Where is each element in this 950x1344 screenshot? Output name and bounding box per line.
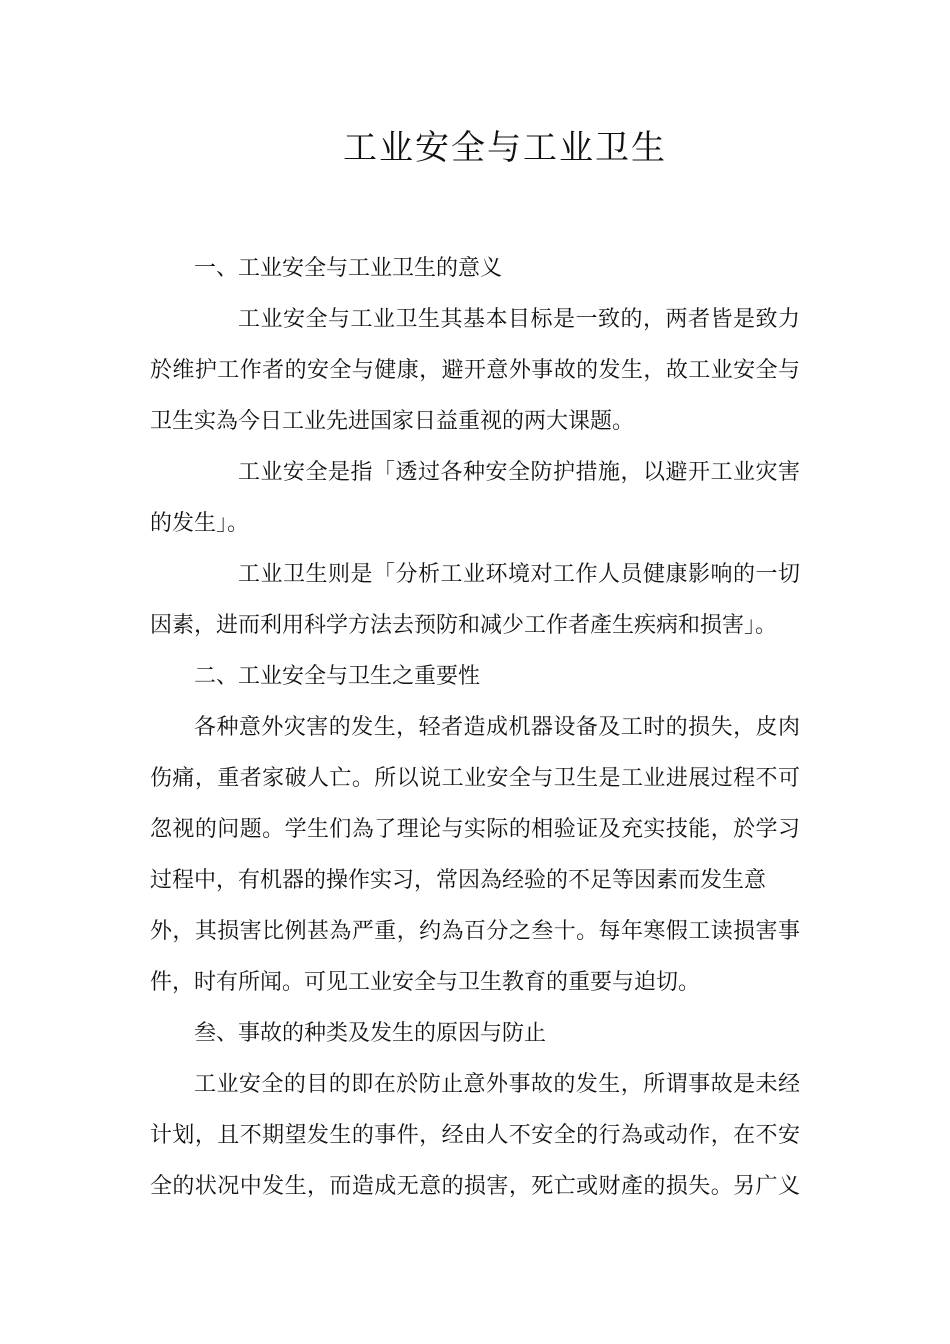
paragraph-line: 工业卫生则是「分析工业环境对工作人员健康影响的一切 [238, 562, 800, 587]
paragraph-line: 卫生实為今日工业先进国家日益重视的两大课题。 [150, 409, 635, 434]
paragraph-line: 全的状况中发生，而造成无意的损害，死亡或财產的损失。另广义 [150, 1174, 800, 1199]
paragraph-line: 伤痛，重者家破人亡。所以说工业安全与卫生是工业进展过程不可 [150, 766, 800, 791]
section-heading-1: 一、工业安全与工业卫生的意义 [194, 256, 503, 281]
paragraph-line: 忽视的问题。学生们為了理论与实际的相验证及充实技能，於学习 [150, 817, 800, 842]
paragraph-line: 工业安全的目的即在於防止意外事故的发生，所谓事故是未经 [194, 1072, 800, 1097]
paragraph-line: 过程中，有机器的操作实习，常因為经验的不足等因素而发生意 [150, 868, 767, 893]
section-heading-3: 叁、事故的种类及发生的原因与防止 [194, 1021, 547, 1046]
paragraph-line: 於维护工作者的安全与健康，避开意外事故的发生，故工业安全与 [150, 358, 800, 383]
document-title: 工业安全与工业卫生 [343, 128, 667, 168]
paragraph-line: 工业安全是指「透过各种安全防护措施，以避开工业灾害 [238, 460, 800, 485]
paragraph-line: 的发生」。 [150, 511, 250, 536]
document-body [150, 243, 800, 1212]
section-heading-2: 二、工业安全与卫生之重要性 [194, 664, 481, 689]
paragraph-line: 各种意外灾害的发生，轻者造成机器设备及工时的损失，皮肉 [194, 715, 800, 740]
paragraph-line: 件，时有所闻。可见工业安全与卫生教育的重要与迫切。 [150, 970, 701, 995]
paragraph-line: 外，其损害比例甚為严重，约為百分之叁十。每年寒假工读损害事 [150, 919, 800, 944]
paragraph-line: 因素，进而利用科学方法去预防和减少工作者產生疾病和损害」。 [150, 613, 778, 638]
paragraph-line: 工业安全与工业卫生其基本目标是一致的，两者皆是致力 [238, 307, 800, 332]
paragraph-line: 计划，且不期望发生的事件，经由人不安全的行為或动作，在不安 [150, 1123, 800, 1148]
